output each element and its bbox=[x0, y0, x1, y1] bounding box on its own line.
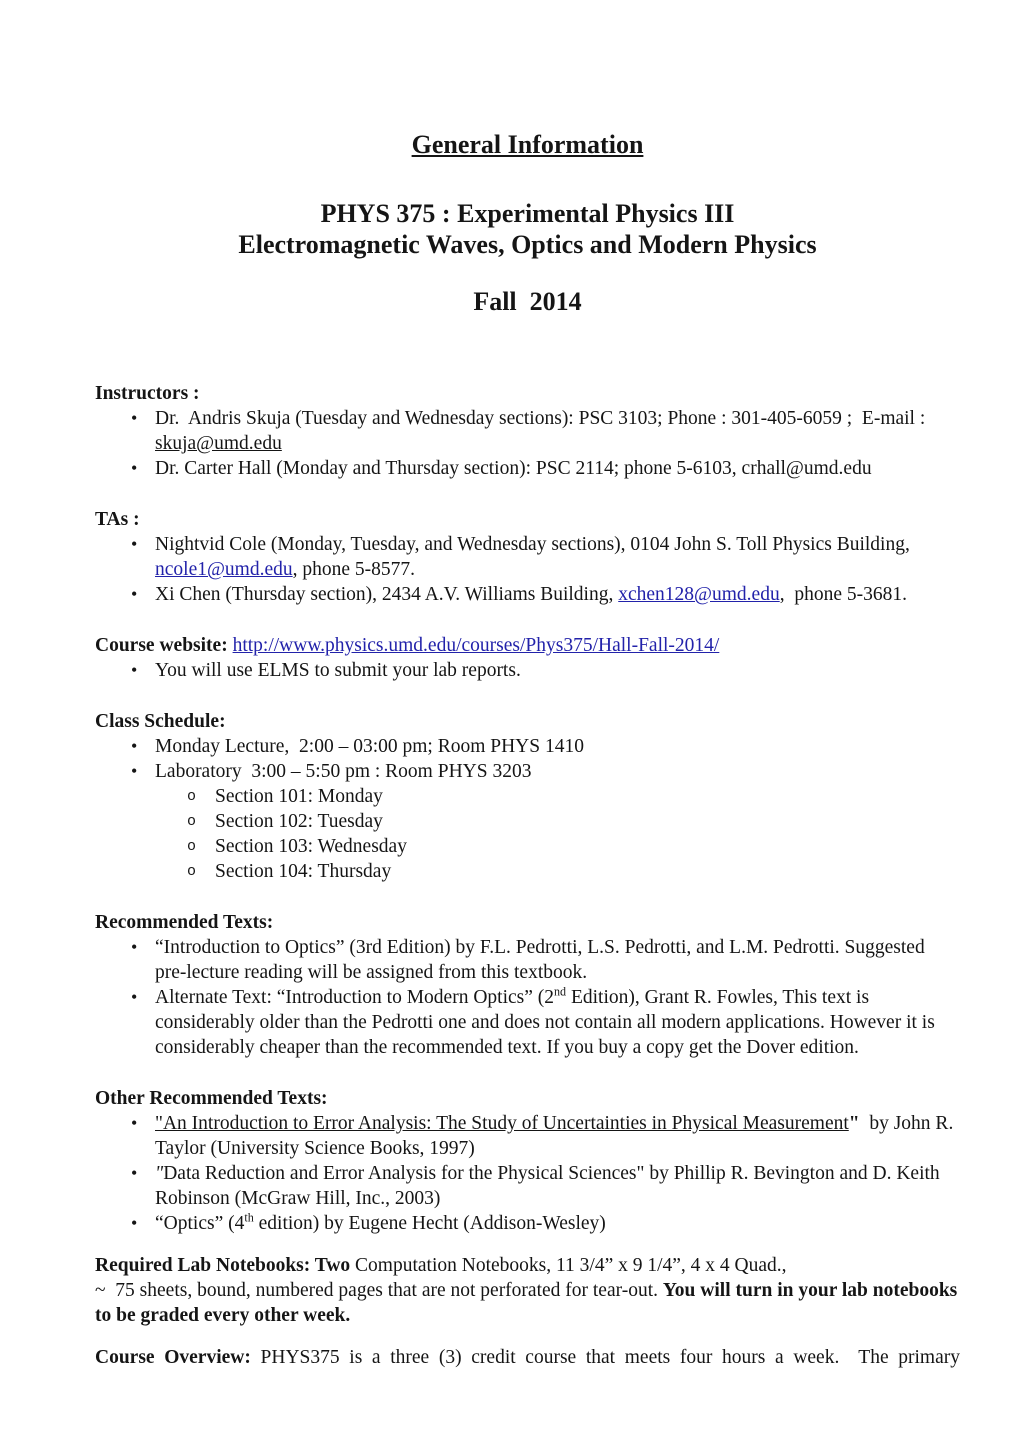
notebooks-section bbox=[95, 1253, 960, 1328]
list-item-lecture bbox=[95, 734, 960, 759]
lecture-time: Monday Lecture, 2:00 – 03:00 pm; Room PHYS 1410 bbox=[155, 736, 584, 757]
laboratory-time: Laboratory 3:00 – 5:50 pm : Room PHYS 3203 bbox=[155, 761, 532, 782]
course-title-line2: Electromagnetic Waves, Optics and Modern Physics bbox=[238, 230, 817, 259]
course-website-link[interactable]: http://www.physics.umd.edu/courses/Phys375/Hall-Fall-2014/ bbox=[232, 635, 720, 656]
list-item-laboratory bbox=[95, 759, 960, 784]
bullet-icon: • bbox=[131, 1213, 138, 1233]
list-item-section-102 bbox=[95, 809, 960, 834]
fowles-text-pre: Alternate Text: “Introduction to Modern Optics” (2 bbox=[155, 987, 554, 1008]
ordinal-superscript: th bbox=[244, 1210, 254, 1225]
instructor-skuja-text: Dr. Andris Skuja (Tuesday and Wednesday sections): PSC 3103; Phone : 301-405-6059 ; E-mail : bbox=[155, 408, 926, 429]
ta-cole-text: Nightvid Cole (Monday, Tuesday, and Wednesday sections), 0104 John S. Toll Physics Building, bbox=[155, 534, 910, 555]
course-title-line1: PHYS 375 : Experimental Physics III bbox=[320, 199, 735, 228]
list-item-section-104 bbox=[95, 859, 960, 884]
section-102-label: Section 102: Tuesday bbox=[215, 811, 383, 832]
bullet-icon: • bbox=[131, 458, 138, 478]
email-link-skuja[interactable]: skuja@umd.edu bbox=[155, 433, 282, 454]
list-item-elms bbox=[95, 658, 960, 683]
list-item-section-101 bbox=[95, 784, 960, 809]
course-website-line bbox=[95, 633, 960, 658]
ordinal-superscript: nd bbox=[554, 984, 567, 999]
bullet-icon: • bbox=[131, 408, 138, 428]
list-item-hecht bbox=[95, 1211, 960, 1236]
list-item-taylor bbox=[95, 1111, 960, 1161]
other-texts-section bbox=[95, 1086, 960, 1236]
taylor-author: by John R. Taylor (University Science Books, 1997) bbox=[155, 1113, 954, 1159]
term-label: Fall 2014 bbox=[473, 287, 582, 316]
recommended-texts-section bbox=[95, 910, 960, 1060]
circle-bullet-icon: o bbox=[187, 838, 197, 855]
tas-heading: TAs : bbox=[95, 509, 140, 530]
list-item-instructor-hall bbox=[95, 456, 960, 481]
list-item-instructor-skuja bbox=[95, 406, 960, 456]
circle-bullet-icon: o bbox=[187, 863, 197, 880]
list-item-section-103 bbox=[95, 834, 960, 859]
circle-bullet-icon: o bbox=[187, 813, 197, 830]
pedrotti-text: “Introduction to Optics” (3rd Edition) by F.L. Pedrotti, L.S. Pedrotti, and L.M. Pedrotti. Suggested pre-lecture reading will be assigned from this textbook. bbox=[155, 937, 925, 983]
list-item-fowles bbox=[95, 985, 960, 1060]
schedule-section bbox=[95, 709, 960, 884]
email-link-ncole1[interactable]: ncole1@umd.edu bbox=[155, 559, 293, 580]
notebooks-heading: Required Lab Notebooks: Two bbox=[95, 1255, 351, 1276]
ta-chen-phone: , phone 5-3681. bbox=[779, 584, 907, 605]
instructors-heading: Instructors : bbox=[95, 383, 200, 404]
list-item-ta-chen bbox=[95, 582, 960, 607]
website-section bbox=[95, 633, 960, 683]
instructor-hall-text: Dr. Carter Hall (Monday and Thursday section): PSC 2114; phone 5-6103, crhall@umd.edu bbox=[155, 458, 872, 479]
list-item-pedrotti bbox=[95, 935, 960, 985]
list-item-ta-cole bbox=[95, 532, 960, 582]
section-103-label: Section 103: Wednesday bbox=[215, 836, 407, 857]
ta-chen-text: Xi Chen (Thursday section), 2434 A.V. Williams Building, bbox=[155, 584, 619, 605]
overview-heading: Course Overview: bbox=[95, 1347, 251, 1368]
section-101-label: Section 101: Monday bbox=[215, 786, 383, 807]
notebooks-paragraph bbox=[95, 1253, 960, 1328]
ta-cole-phone: , phone 5-8577. bbox=[292, 559, 416, 580]
schedule-heading: Class Schedule: bbox=[95, 711, 226, 732]
hecht-text-post: edition) by Eugene Hecht (Addison-Wesley) bbox=[253, 1213, 606, 1234]
hecht-text-pre: “Optics” (4 bbox=[155, 1213, 245, 1234]
bullet-icon: • bbox=[131, 534, 138, 554]
bullet-icon: • bbox=[131, 987, 138, 1007]
notebooks-spec: Computation Notebooks, 11 3/4” x 9 1/4”, 4 x 4 Quad., bbox=[350, 1255, 787, 1276]
bullet-icon: • bbox=[131, 1163, 138, 1183]
list-item-bevington bbox=[95, 1161, 960, 1211]
overview-paragraph bbox=[95, 1345, 960, 1370]
overview-text: PHYS375 is a three (3) credit course that meets four hours a week. The primary bbox=[250, 1347, 960, 1368]
bullet-icon: • bbox=[131, 584, 138, 604]
bevington-openquote: " bbox=[155, 1163, 164, 1184]
section-104-label: Section 104: Thursday bbox=[215, 861, 392, 882]
instructors-section bbox=[95, 381, 960, 481]
bullet-icon: • bbox=[131, 736, 138, 756]
overview-section bbox=[95, 1345, 960, 1370]
notebooks-detail: ~ 75 sheets, bound, numbered pages that are not perforated for tear-out. bbox=[95, 1280, 663, 1301]
bullet-icon: • bbox=[131, 761, 138, 781]
bullet-icon: • bbox=[131, 937, 138, 957]
taylor-title-endquote: " bbox=[848, 1113, 860, 1134]
elms-note: You will use ELMS to submit your lab reports. bbox=[155, 660, 521, 681]
circle-bullet-icon: o bbox=[187, 788, 197, 805]
other-texts-heading: Other Recommended Texts: bbox=[95, 1088, 328, 1109]
website-heading: Course website: bbox=[95, 635, 233, 656]
recommended-texts-heading: Recommended Texts: bbox=[95, 912, 274, 933]
page-title: General Information bbox=[411, 130, 644, 159]
fowles-text-post: Edition), Grant R. Fowles, This text is considerably older than the Pedrotti one and does not contain all modern applications. However it is considerably cheaper than the recommended text. If you buy a copy get the Dover edition. bbox=[155, 987, 935, 1058]
notebooks-grading-note: You will turn in your lab notebooks to be graded every other week. bbox=[95, 1280, 958, 1326]
bullet-icon: • bbox=[131, 1113, 138, 1133]
taylor-title: "An Introduction to Error Analysis: The Study of Uncertainties in Physical Measurement bbox=[155, 1113, 849, 1134]
email-link-xchen128[interactable]: xchen128@umd.edu bbox=[618, 584, 780, 605]
bullet-icon: • bbox=[131, 660, 138, 680]
bevington-text: Data Reduction and Error Analysis for the Physical Sciences" by Phillip R. Bevington and D. Keith Robinson (McGraw Hill, Inc., 2003) bbox=[155, 1163, 940, 1209]
tas-section bbox=[95, 507, 960, 607]
